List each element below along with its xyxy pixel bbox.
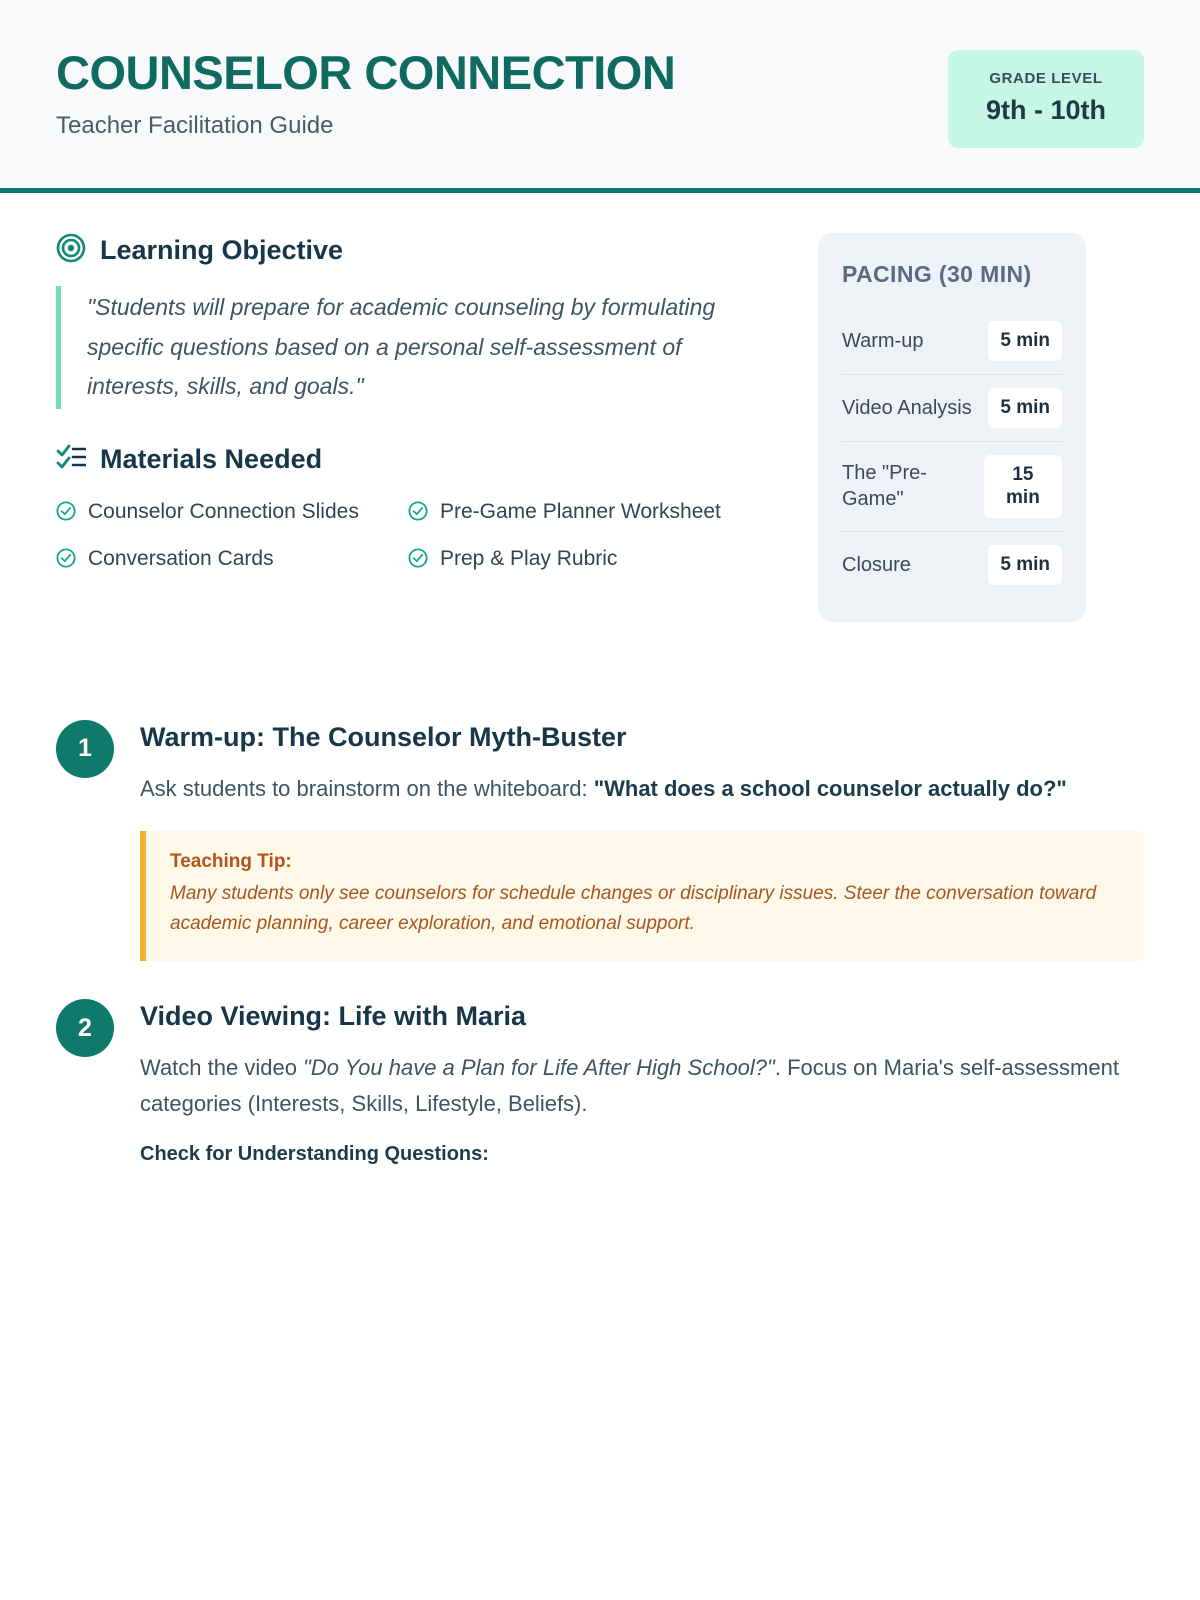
grade-level-badge <box>948 50 1144 148</box>
step-description <box>140 771 1144 807</box>
materials-list <box>56 494 776 581</box>
step-content <box>140 718 1144 961</box>
grade-level-value: 9th - 10th <box>985 95 1106 125</box>
page-subtitle: Teacher Facilitation Guide <box>56 111 334 139</box>
pacing-row-label: Video Analysis <box>842 396 972 419</box>
step-content <box>140 997 1144 1166</box>
step-description <box>140 1050 1144 1123</box>
step-number-badge: 2 <box>56 999 114 1057</box>
check-circle-icon <box>56 546 76 579</box>
pacing-row <box>842 532 1062 598</box>
list-item-label: Counselor Connection Slides <box>88 499 359 523</box>
pacing-row-duration: 5 min <box>988 388 1062 428</box>
step-text-tail: . Focus on Maria's self-assessment categories (Interests, Skills, Lifestyle, Beliefs). <box>140 1055 1119 1117</box>
list-item <box>408 494 776 534</box>
right-column <box>818 233 1086 622</box>
step-text-lead: Watch the video <box>140 1055 304 1081</box>
teaching-tip-text: Many students only see counselors for schedule changes or disciplinary issues. Steer the conversation toward academic planning, career exploration, and emotional support. <box>170 883 1097 935</box>
pacing-row-label: Closure <box>842 553 911 576</box>
grade-level-label: GRADE LEVEL <box>989 70 1103 87</box>
learning-objective-heading <box>56 233 776 268</box>
step-title: Warm-up: The Counselor Myth-Buster <box>140 721 627 752</box>
materials-heading <box>56 443 776 476</box>
pacing-row-label: The "Pre-Game" <box>842 462 927 511</box>
pacing-row <box>842 442 1062 533</box>
check-circle-icon <box>408 546 428 579</box>
lesson-steps <box>0 622 1200 1166</box>
list-item <box>56 494 408 534</box>
checklist-icon <box>56 443 86 476</box>
check-for-understanding-label: Check for Understanding Questions: <box>140 1142 489 1165</box>
check-circle-icon <box>56 499 76 532</box>
lesson-step-1 <box>56 718 1144 961</box>
pacing-row-label: Warm-up <box>842 329 924 352</box>
learning-objective-title: Learning Objective <box>100 235 344 265</box>
pacing-row-duration: 15 min <box>984 455 1062 519</box>
step-text-lead: Ask students to brainstorm on the whiteboard: <box>140 775 594 801</box>
video-title: "Do You have a Plan for Life After High School?" <box>303 1055 775 1081</box>
pacing-row <box>842 308 1062 375</box>
pacing-row <box>842 375 1062 442</box>
learning-objective-text: "Students will prepare for academic counseling by formulating specific questions based on a personal self-assessment of interests, skills, and goals." <box>87 294 716 400</box>
lesson-step-2 <box>56 997 1144 1166</box>
pacing-title: PACING (30 MIN) <box>842 261 1032 287</box>
list-item-label: Conversation Cards <box>88 547 274 571</box>
document-body <box>0 193 1200 622</box>
step-number-badge: 1 <box>56 720 114 778</box>
left-column <box>56 233 776 622</box>
list-item <box>56 541 408 581</box>
check-circle-icon <box>408 499 428 532</box>
list-item <box>408 541 776 581</box>
learning-objective-quote <box>56 286 776 409</box>
pacing-row-duration: 5 min <box>988 321 1062 361</box>
target-icon <box>56 233 86 268</box>
list-item-label: Prep & Play Rubric <box>440 547 618 571</box>
step-text-emphasis: "What does a school counselor actually do?" <box>593 775 1067 801</box>
document-header <box>0 0 1200 193</box>
list-item-label: Pre-Game Planner Worksheet <box>440 499 721 523</box>
step-title: Video Viewing: Life with Maria <box>140 1001 527 1032</box>
page-title: COUNSELOR CONNECTION <box>56 46 676 99</box>
materials-title: Materials Needed <box>100 443 323 474</box>
pacing-row-duration: 5 min <box>988 545 1062 585</box>
teaching-tip-label: Teaching Tip: <box>170 851 292 873</box>
header-text-group <box>56 44 675 140</box>
teaching-tip-callout <box>140 831 1144 961</box>
pacing-card <box>818 233 1086 622</box>
